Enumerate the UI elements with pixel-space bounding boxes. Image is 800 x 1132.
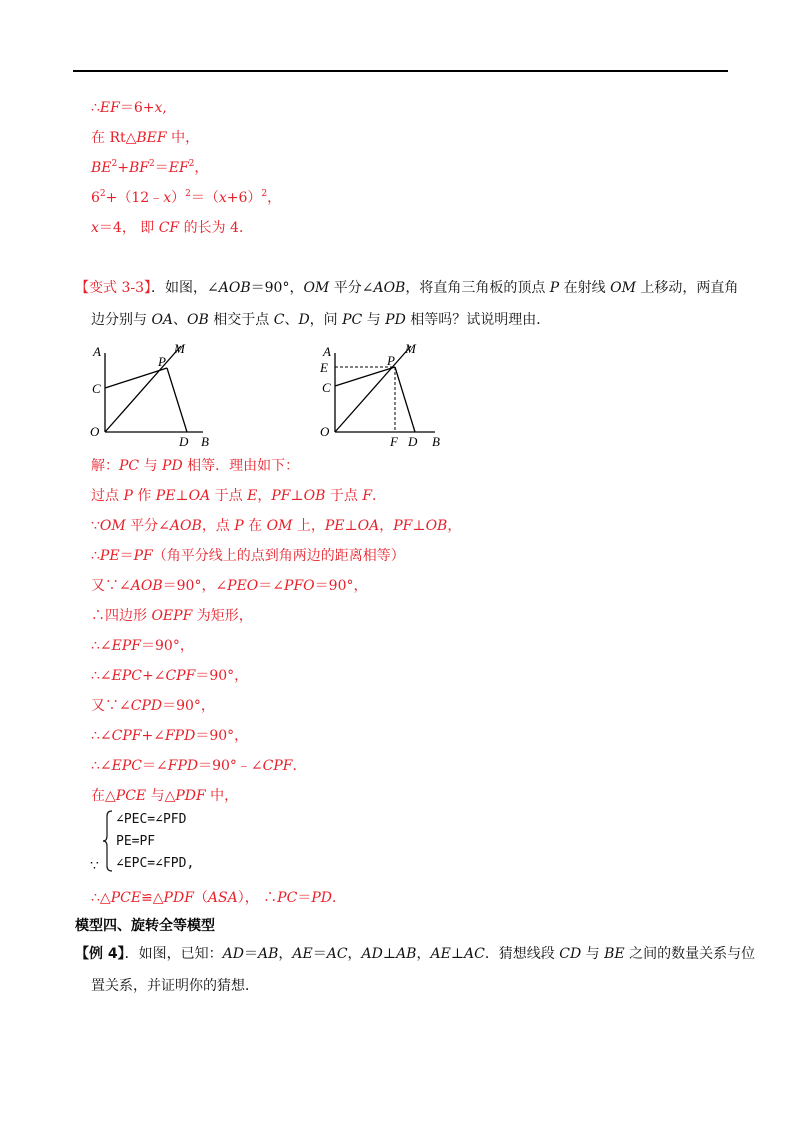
example-line-1 (75, 944, 755, 964)
fig1-label-c: C (92, 381, 101, 396)
solution-line-9: 又∵∠CPD＝90°， (91, 698, 215, 714)
fig2-label-o: O (320, 424, 330, 439)
fig1-label-p: P (158, 354, 166, 369)
header-rule (73, 70, 728, 72)
example-text-1: ．如图，已知：AD＝AB，AE＝AC，AD⊥AB，AE⊥AC．猜想线段 CD 与 BE 之间的数量关系与位 (124, 946, 756, 962)
fig1-label-d: D (179, 434, 189, 448)
figure-2 (315, 338, 455, 448)
continuation-line-2: 在 Rt△BEF 中， (91, 130, 200, 146)
solution-line-4: ∴PE＝PF（角平分线上的点到角两边的距离相等） (91, 548, 405, 564)
solution-line-1: 解：PC 与 PD 相等．理由如下： (91, 458, 300, 474)
fig1-label-a: A (93, 344, 101, 359)
solution-line-8: ∴∠EPC+∠CPF＝90°， (91, 668, 249, 684)
solution-line-11: ∴∠EPC＝∠FPD＝90°﹣∠CPF． (91, 758, 307, 774)
continuation-line-1: ∴EF＝6+x, (91, 100, 167, 116)
problem-text-1: ．如图，∠AOB＝90°，OM 平分∠AOB，将直角三角板的顶点 P 在射线 OM 上移动，两直角 (151, 280, 739, 296)
continuation-line-5: x＝4， 即 CF 的长为 4． (91, 220, 253, 236)
solution-line-2: 过点 P 作 PE⊥OA 于点 E，PF⊥OB 于点 F． (91, 488, 387, 504)
problem-line-1 (75, 278, 738, 298)
fig2-label-f: F (390, 434, 398, 448)
fig2-label-p: P (387, 353, 395, 368)
equation-system (90, 808, 260, 878)
solution-line-12: 在△PCE 与△PDF 中， (91, 788, 239, 804)
continuation-line-3: $BE^2+BF^2=EF^2$， (91, 159, 209, 176)
problem-line-2: 边分别与 OA、OB 相交于点 C、D，问 PC 与 PD 相等吗？试说明理由． (91, 312, 551, 328)
fig2-label-m: M (405, 341, 416, 356)
section-title: 模型四、旋转全等模型 (75, 918, 215, 934)
because-symbol: ∵ (90, 858, 99, 874)
solution-line-7: ∴∠EPF＝90°， (91, 638, 194, 654)
system-line-1: ∠PEC=∠PFD (116, 812, 187, 827)
example-line-2: 置关系，并证明你的猜想． (91, 978, 259, 994)
solution-line-10: ∴∠CPF+∠FPD＝90°， (91, 728, 249, 744)
fig2-label-d: D (408, 434, 418, 448)
solution-line-6: ∴四边形 OEPF 为矩形， (91, 608, 253, 624)
fig1-label-o: O (90, 424, 100, 439)
continuation-line-4: $6^2+(12﹣x)^2=(x+6)^2$， (91, 189, 282, 206)
example-tag: 【例 4】 (75, 946, 125, 962)
fig1-label-m: M (174, 341, 185, 356)
fig1-label-b: B (201, 434, 209, 448)
fig2-label-e: E (320, 360, 328, 375)
system-line-3: ∠EPC=∠FPD, (116, 856, 195, 871)
system-line-2: PE=PF (116, 834, 156, 849)
left-brace (102, 810, 114, 872)
fig2-label-a: A (323, 344, 331, 359)
conclusion-line: ∴△PCE≌△PDF（ASA）， ∴PC＝PD． (91, 890, 346, 906)
figure-1 (85, 338, 225, 448)
fig2-label-b: B (432, 434, 440, 448)
solution-line-3: ∵OM 平分∠AOB，点 P 在 OM 上，PE⊥OA，PF⊥OB， (91, 518, 462, 534)
solution-line-5: 又∵∠AOB＝90°，∠PEO＝∠PFO＝90°， (91, 578, 368, 594)
fig2-label-c: C (322, 380, 331, 395)
problem-tag: 【变式 3-3】 (75, 280, 151, 296)
